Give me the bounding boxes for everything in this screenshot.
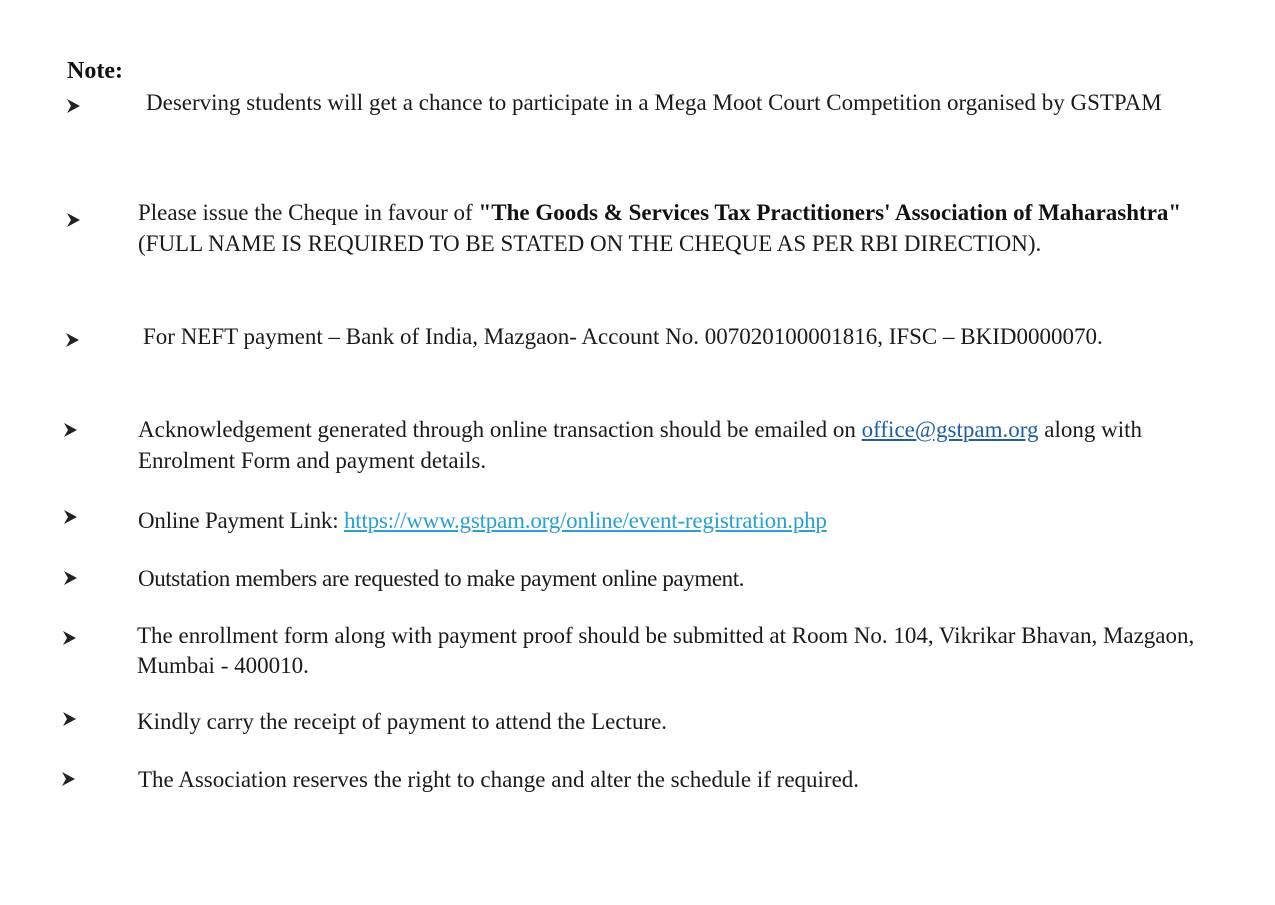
bullet-arrow-icon (64, 510, 77, 524)
list-item (146, 87, 1216, 118)
payee-name: "The Goods & Services Tax Practitioners' Association of Maharashtra" (478, 200, 1182, 225)
item-text: Outstation members are requested to make payment online payment. (138, 566, 745, 591)
item-text: The enrollment form along with payment proof should be submitted at Room No. 104, Vikrikar Bhavan, Mazgaon, Mumbai - 400010. (137, 623, 1195, 678)
list-item (138, 414, 1218, 476)
bullet-arrow-icon (64, 423, 77, 437)
bullet-arrow-icon (67, 213, 80, 227)
item-text: For NEFT payment – Bank of India, Mazgaon- Account No. 007020100001816, IFSC – BKID0000070. (143, 324, 1103, 349)
list-item (143, 321, 1103, 352)
list-item (138, 505, 1218, 536)
bullet-arrow-icon (63, 712, 76, 726)
item-text: Online Payment Link: (138, 508, 344, 533)
bullet-arrow-icon (67, 99, 80, 113)
item-text: (FULL NAME IS REQUIRED TO BE STATED ON THE CHEQUE AS PER RBI DIRECTION). (138, 231, 1042, 256)
list-item (138, 197, 1208, 259)
list-item (138, 764, 1218, 795)
item-text: Please issue the Cheque in favour of (138, 200, 479, 225)
bullet-arrow-icon (66, 333, 79, 347)
email-link[interactable]: office@gstpam.org (861, 417, 1039, 442)
item-text: along with Enrolment Form and payment details. (138, 417, 1142, 473)
note-heading: Note: (67, 58, 123, 84)
bullet-arrow-icon (63, 631, 76, 645)
item-text: Acknowledgement generated through online transaction should be emailed on (138, 417, 862, 442)
item-text: The Association reserves the right to change and alter the schedule if required. (138, 767, 860, 792)
payment-url-link[interactable]: https://www.gstpam.org/online/event-registration.php (343, 508, 827, 533)
bullet-arrow-icon (62, 772, 75, 786)
item-text: Kindly carry the receipt of payment to attend the Lecture. (137, 709, 668, 734)
list-item (137, 621, 1247, 681)
item-text: Deserving students will get a chance to participate in a Mega Moot Court Competition organised by GSTPAM (146, 90, 1162, 115)
bullet-arrow-icon (64, 571, 77, 585)
list-item (137, 706, 1217, 737)
list-item (138, 563, 1218, 594)
